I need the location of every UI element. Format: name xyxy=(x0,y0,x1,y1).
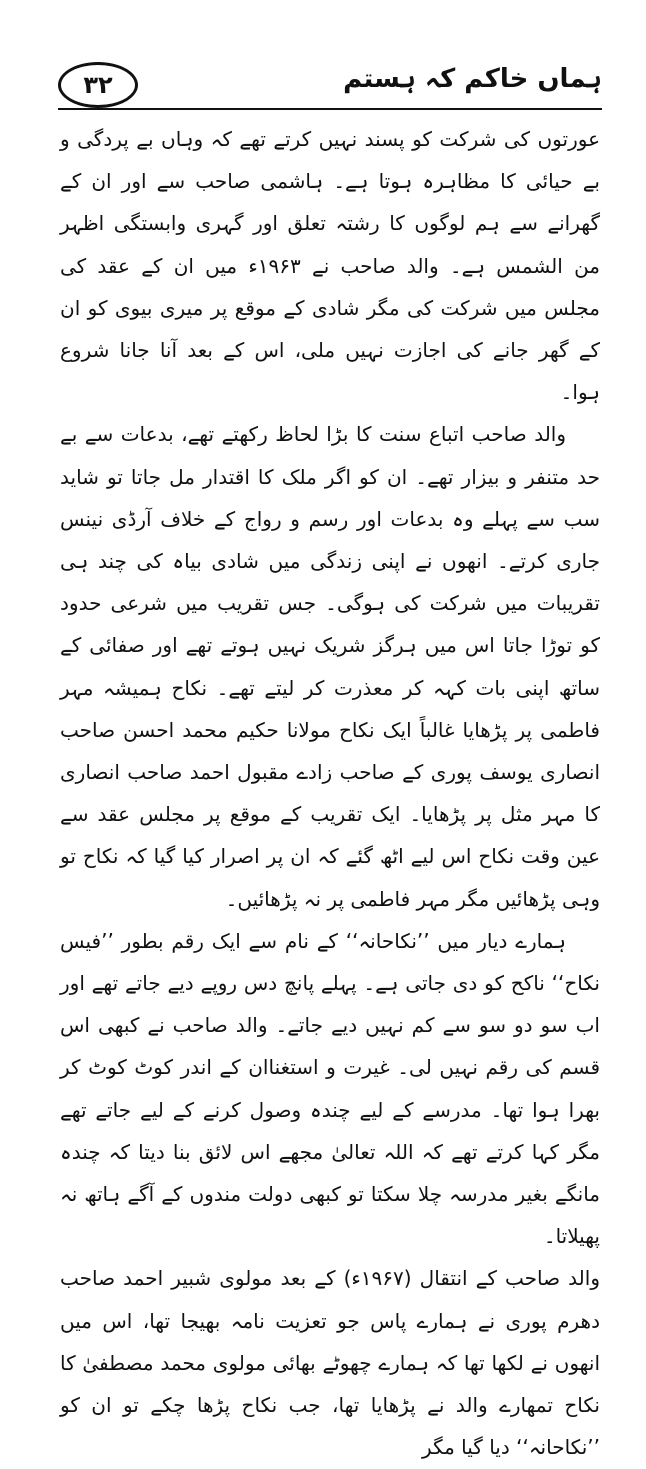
paragraph: والد صاحب اتباع سنت کا بڑا لحاظ رکھتے تھے، بدعات سے بے حد متنفر و بیزار تھے۔ ان کو اگر ملک کا اقتدار مل جاتا تو شاید سب سے پہلے وہ بدعات اور رسم و رواج کے خلاف آرڈی نینس جاری کرتے۔ انھوں نے اپنی زندگی میں شادی بیاہ کی چند ہی تقریبات میں شرکت کی ہوگی۔ جس تقریب میں شرعی حدود کو توڑا جاتا اس میں ہرگز شریک نہیں ہوتے تھے اور صفائی کے ساتھ اپنی بات کہہ کر معذرت کر لیتے تھے۔ نکاح ہمیشہ مہر فاطمی پر پڑھایا غالباً ایک نکاح مولانا حکیم محمد احسن صاحب انصاری یوسف پوری کے صاحب زادے مقبول احمد صاحب انصاری کا مہر مثل پر پڑھایا۔ ایک تقریب کے موقع پر مجلس عقد سے عین وقت نکاح اس لیے اٹھ گئے کہ ان پر اصرار کیا گیا کہ نکاح تو وہی پڑھائیں مگر مہر فاطمی پر نہ پڑھائیں۔ xyxy=(60,422,600,911)
header-divider xyxy=(58,108,602,110)
paragraph: عورتوں کی شرکت کو پسند نہیں کرتے تھے کہ وہاں بے پردگی و بے حیائی کا مظاہرہ ہوتا ہے۔ ہاشمی صاحب سے اور ان کے گھرانے سے ہم لوگوں کا رشتہ تعلق اور گہری وابستگی اظہر من الشمس ہے۔ والد صاحب نے ۱۹۶۳ء میں ان کے عقد کی مجلس میں شرکت کی مگر شادی کے موقع پر میری بیوی کو ان کے گھر جانے کی اجازت نہیں ملی، اس کے بعد آنا جانا شروع ہوا۔ xyxy=(60,127,601,405)
running-title: ہماں خاکم کہ ہستم xyxy=(343,64,602,94)
page-header xyxy=(58,58,602,110)
page-number: ۳۲ xyxy=(58,62,138,108)
paragraph: والد صاحب کے انتقال (۱۹۶۷ء) کے بعد مولوی شبیر احمد صاحب دھرم پوری نے ہمارے پاس جو تعزیت نامہ بھیجا تھا، اس میں انھوں نے لکھا تھا کہ ہمارے چھوٹے بھائی مولوی محمد مصطفیٰ کا نکاح تمھارے والد نے پڑھایا تھا، جب نکاح پڑھا چکے تو ان کو ’’نکاحانہ‘‘ دیا گیا مگر xyxy=(60,1266,600,1460)
paragraph: ہمارے دیار میں ’’نکاحانہ‘‘ کے نام سے ایک رقم بطور ’’فیس نکاح‘‘ ناکح کو دی جاتی ہے۔ پہلے پانچ دس روپے دیے جاتے تھے اور اب سو دو سو سے کم نہیں دیے جاتے۔ والد صاحب نے کبھی اس قسم کی رقم نہیں لی۔ غیرت و استغناان کے اندر کوٹ کوٹ کر بھرا ہوا تھا۔ مدرسے کے لیے چندہ وصول کرنے کے لیے جاتے تھے مگر کہا کرتے تھے کہ اللہ تعالیٰ مجھے اس لائق بنا دیتا کہ چندہ مانگے بغیر مدرسہ چلا سکتا تو کبھی دولت مندوں کے آگے ہاتھ نہ پھیلاتا۔ xyxy=(60,928,600,1249)
body-text xyxy=(60,118,600,1469)
